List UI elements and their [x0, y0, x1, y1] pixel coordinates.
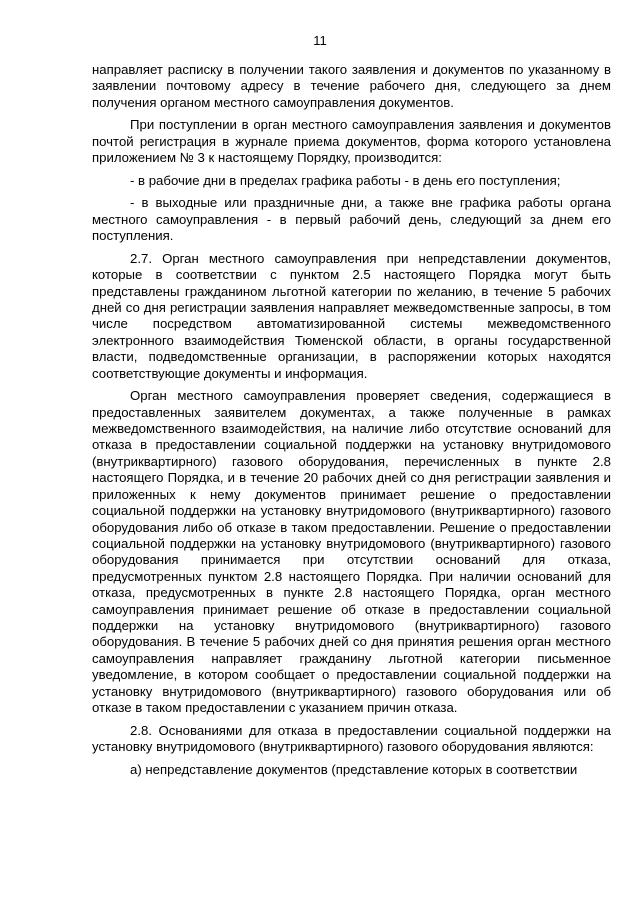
list-item-working-days: - в рабочие дни в пределах графика работы - в день его поступления; [130, 172, 561, 188]
paragraph-clause-2-7: 2.7. Орган местного самоуправления при непредставлении документов, которые в соответствии с пунктом 2.5 настоящего Порядка могут быть представлены гражданином льготной категории по желанию, в течение 5 рабочих дней со дня регистрации заявления направляет межведомственные запросы, в том числе посредством автоматизированной системы межведомственного электронного взаимодействия Тюменской области, в органы государственной власти, подведомственные организации, в распоряжении которых находятся соответствующие документы и информация. [92, 250, 611, 381]
document-body [92, 62, 611, 784]
list-item-a: а) непредставление документов (представление которых в соответствии [130, 761, 578, 777]
page-number: 11 [313, 33, 327, 48]
paragraph-postal-registration: При поступлении в орган местного самоуправления заявления и документов почтой регистрация в журнале приема документов, форма которого установлена приложением № 3 к настоящему Порядку, производится: [92, 117, 611, 166]
paragraph-decision: Орган местного самоуправления проверяет сведения, содержащиеся в предоставленных заявителем документах, а также полученные в рамках межведомственного взаимодействия, на наличие либо отсутствие оснований для отказа в предоставлении социальной поддержки на установку внутридомового (внутриквартирного) газового оборудования, перечисленных в пункте 2.8 настоящего Порядка, и в течение 20 рабочих дней со дня регистрации заявления и приложенных к нему документов принимает решение о предоставлении социальной поддержки на установку внутридомового (внутриквартирного) газового оборудования либо об отказе в таком предоставлении. Решение о предоставлении социальной поддержки на установку внутридомового (внутриквартирного) газового оборудования принимается при отсутствии оснований для отказа, предусмотренных пунктом 2.8 настоящего Порядка. При наличии оснований для отказа, предусмотренных в пункте 2.8 настоящего Порядка, орган местного самоуправления принимает решение об отказе в предоставлении социальной поддержки на установку внутридомового (внутриквартирного) газового оборудования. В течение 5 рабочих дней со дня принятия решения орган местного самоуправления направляет гражданину льготной категории письменное уведомление, в котором сообщает о предоставлении социальной поддержки на установку внутридомового (внутриквартирного) газового оборудования или об отказе в таком предоставлении с указанием причин отказа. [92, 388, 611, 715]
paragraph-continuation: направляет расписку в получении такого заявления и документов по указанному в заявлении почтовому адресу в течение рабочего дня, следующего за днем получения органом местного самоуправления документов. [92, 62, 611, 110]
paragraph-clause-2-8: 2.8. Основаниями для отказа в предоставлении социальной поддержки на установку внутридомового (внутриквартирного) газового оборудования являются: [92, 722, 611, 754]
list-item-holidays: - в выходные или праздничные дни, а также вне графика работы органа местного самоуправления - в первый рабочий день, следующий за днем его поступления. [92, 195, 611, 244]
